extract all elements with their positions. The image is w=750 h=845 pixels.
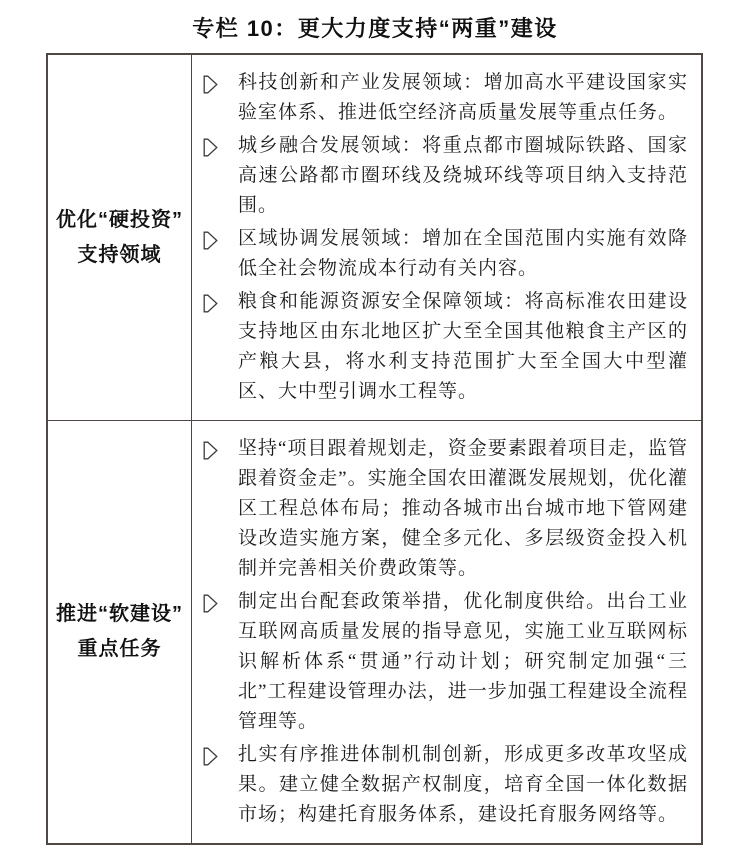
arrow-right-outline-icon	[203, 594, 218, 613]
list-item-text: 制定出台配套政策举措，优化制度供给。出台工业互联网高质量发展的指导意见，实施工业互联网标识解析体系“贯通”行动计划；研究制定加强“三北”工程建设管理办法，进一步加强工程建设全流程管理等。	[238, 591, 688, 732]
list-item-text: 城乡融合发展领域：将重点都市圈城际铁路、国家高速公路都市圈环线及绕城环线等项目纳入支持范围。	[238, 135, 688, 216]
list-item-text: 坚持“项目跟着规划走，资金要素跟着项目走，监管跟着资金走”。实施全国农田灌溉发展规划，优化灌区工程总体布局；推动各城市出台城市地下管网建设改造实施方案，健全多元化、多层级资金投入机制并完善相关价费政策等。	[238, 438, 688, 579]
list-item	[201, 224, 688, 284]
arrow-right-outline-icon	[203, 441, 218, 460]
arrow-right-outline-icon	[203, 75, 218, 94]
list-item	[201, 131, 688, 221]
row-label-line: 推进“软建设”	[56, 603, 183, 625]
list-item	[201, 287, 688, 407]
row-content-hard-investment	[192, 55, 701, 420]
list-item	[201, 740, 688, 830]
arrow-right-outline-icon	[203, 294, 218, 313]
list-item	[201, 434, 688, 584]
arrow-right-outline-icon	[203, 747, 218, 766]
column-box-table	[46, 53, 703, 845]
arrow-right-outline-icon	[203, 231, 218, 250]
table-row-hard-investment	[48, 55, 701, 420]
list-item	[201, 68, 688, 128]
row-label-line: 重点任务	[77, 638, 162, 660]
row-label-soft-construction	[48, 421, 192, 843]
list-item	[201, 587, 688, 737]
page-title: 专栏 10：更大力度支持“两重”建设	[192, 16, 558, 41]
list-item-text: 粮食和能源资源安全保障领域：将高标准农田建设支持地区由东北地区扩大至全国其他粮食主产区的产粮大县，将水利支持范围扩大至全国大中型灌区、大中型引调水工程等。	[238, 291, 688, 402]
row-content-soft-construction	[192, 421, 701, 843]
list-item-text: 科技创新和产业发展领域：增加高水平建设国家实验室体系、推进低空经济高质量发展等重点任务。	[238, 72, 688, 123]
row-label-line: 优化“硬投资”	[56, 208, 183, 231]
table-row-soft-construction	[48, 420, 701, 843]
list-item-text: 区域协调发展领域：增加在全国范围内实施有效降低全社会物流成本行动有关内容。	[238, 228, 688, 279]
arrow-right-outline-icon	[203, 138, 218, 157]
row-label-hard-investment	[48, 55, 192, 420]
row-label-line: 支持领域	[77, 243, 162, 266]
list-item-text: 扎实有序推进体制机制创新，形成更多改革攻坚成果。建立健全数据产权制度，培育全国一体化数据市场；构建托育服务体系，建设托育服务网络等。	[238, 744, 688, 825]
